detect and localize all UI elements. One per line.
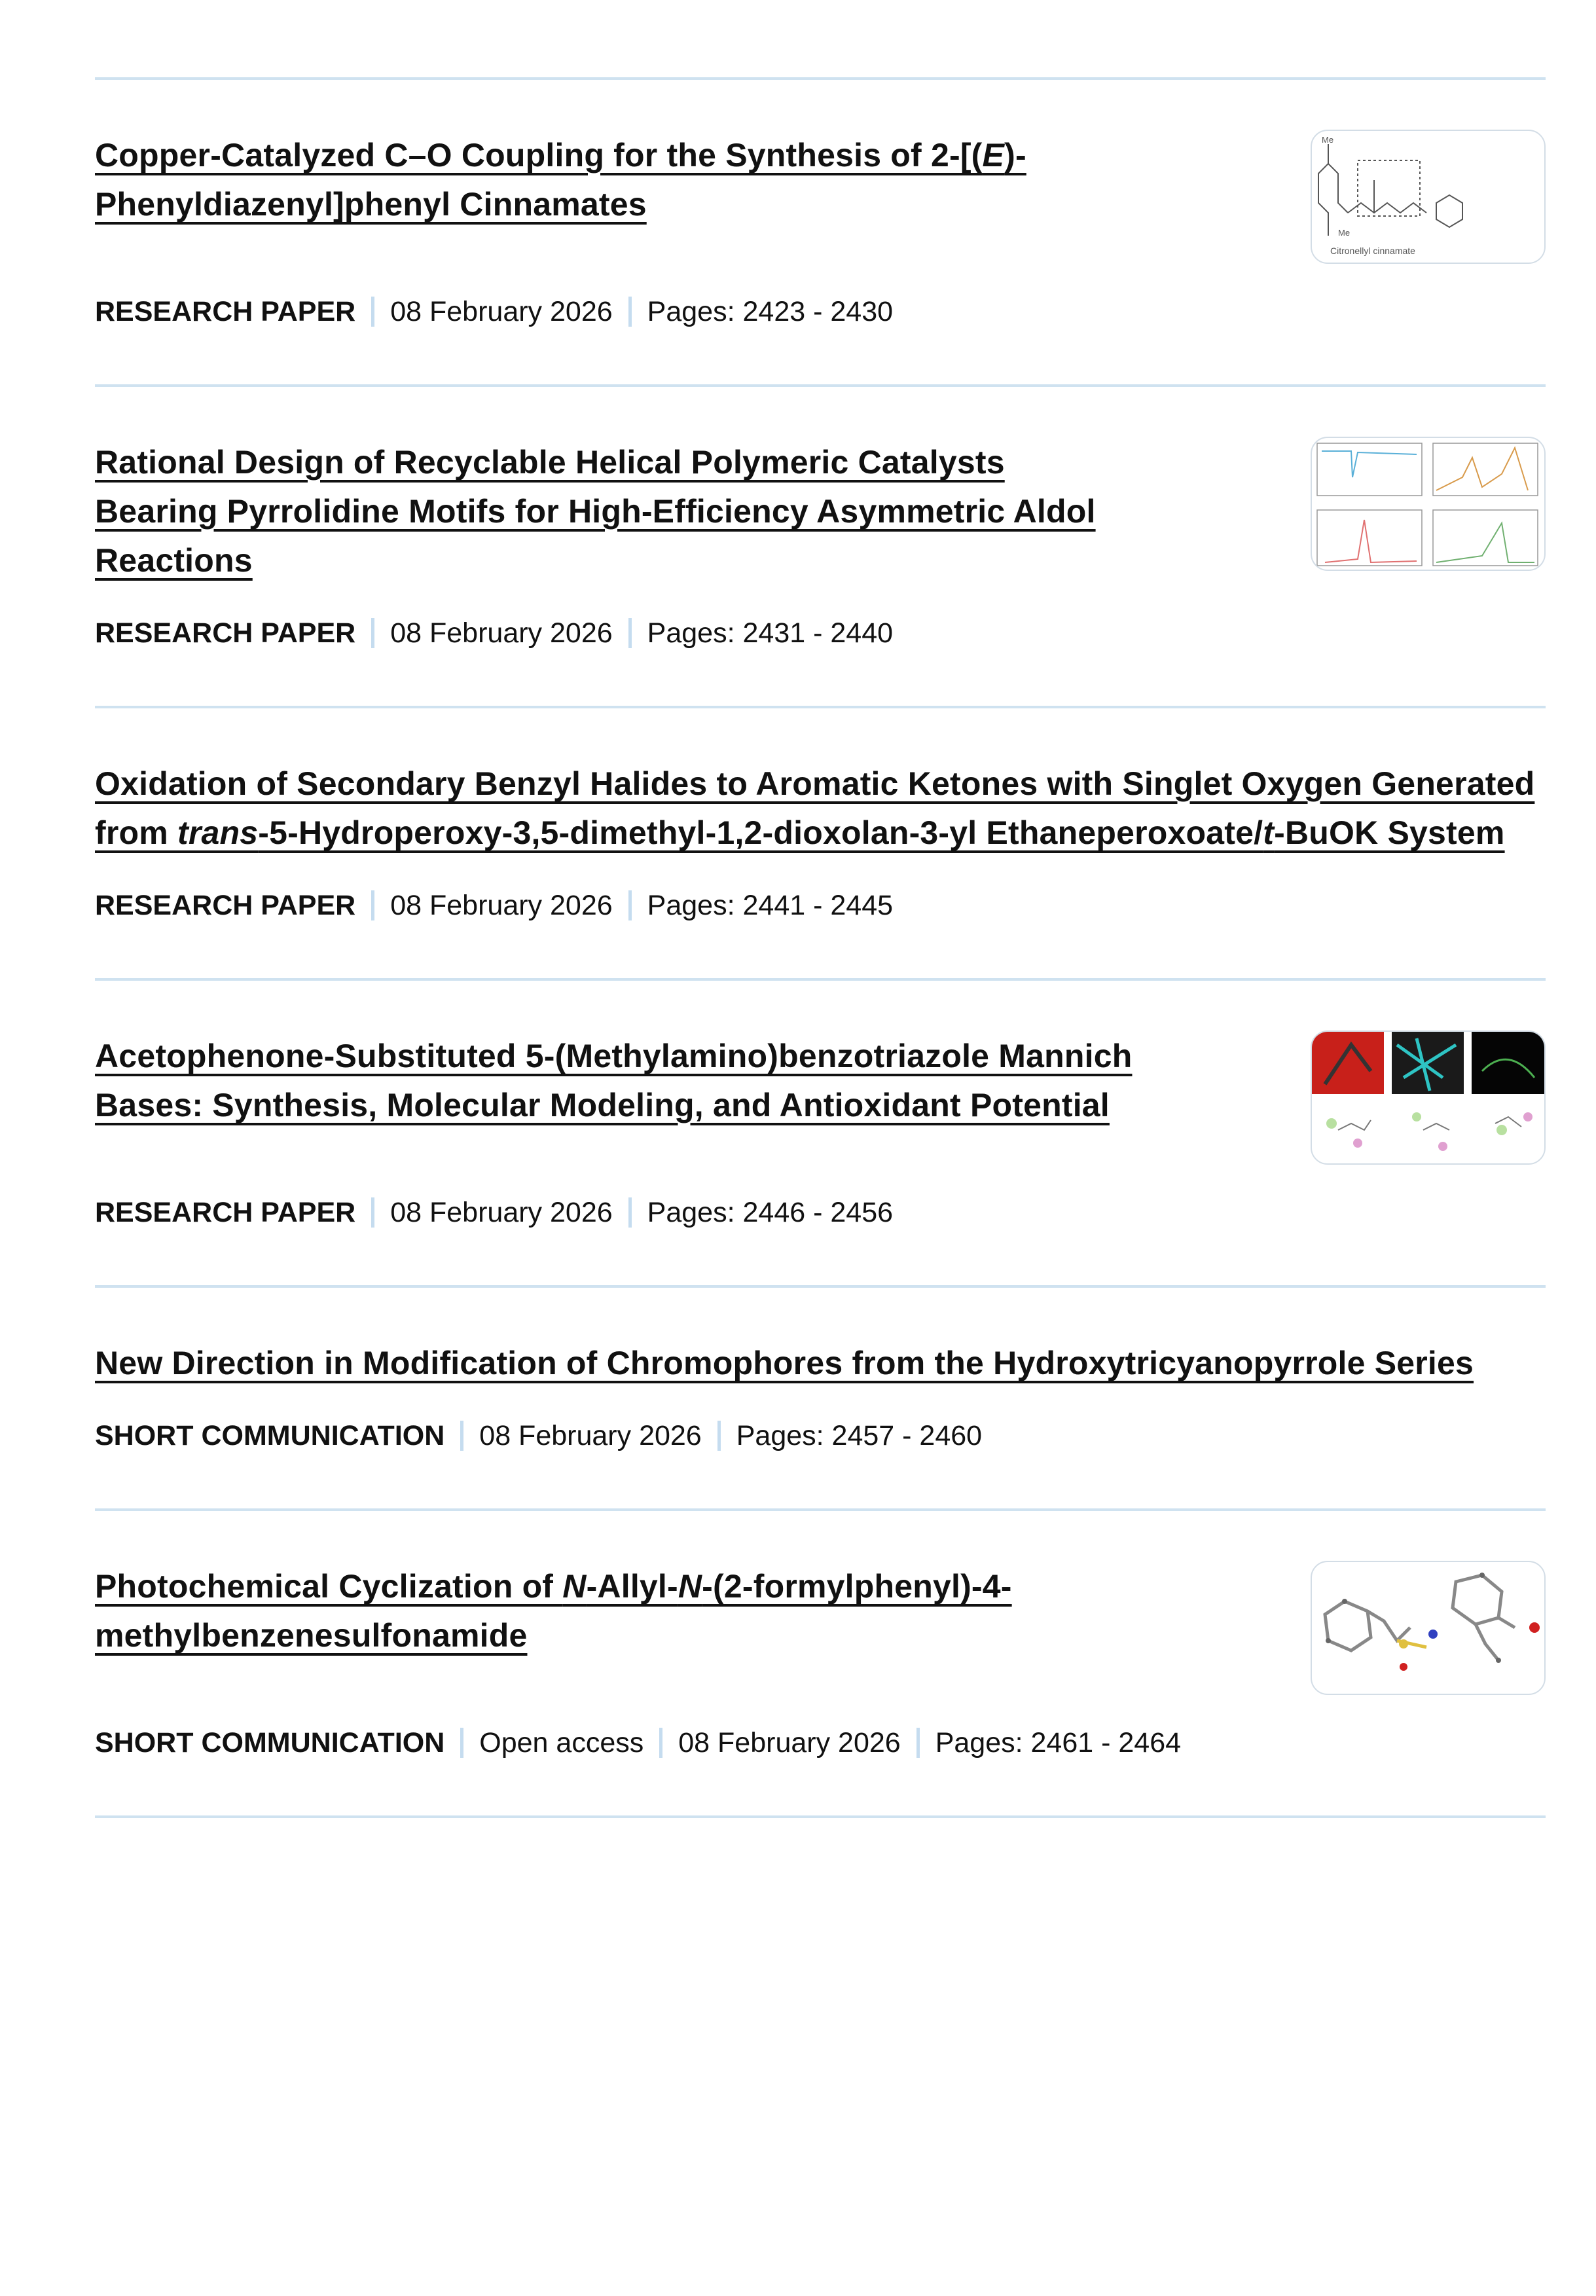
- meta-divider: [628, 890, 632, 920]
- article-date: 08 February 2026: [390, 1197, 613, 1228]
- article-item: [95, 1288, 1546, 1508]
- article-meta: [95, 1726, 1546, 1759]
- meta-divider: [717, 1421, 721, 1451]
- article-pages: Pages: 2457 - 2460: [736, 1420, 983, 1451]
- title-text: Copper-Catalyzed C–O Coupling for the Synthesis of 2-[(: [95, 137, 983, 173]
- label-me: Me: [1322, 135, 1334, 145]
- article-title-link[interactable]: [95, 438, 1136, 585]
- meta-divider: [628, 297, 632, 327]
- title-text: New Direction in Modification of Chromophores from the Hydroxytricyanopyrrole Series: [95, 1345, 1474, 1381]
- article-type: SHORT COMMUNICATION: [95, 1727, 445, 1758]
- article-date: 08 February 2026: [390, 890, 613, 921]
- article-type: RESEARCH PAPER: [95, 617, 356, 649]
- meta-divider: [371, 618, 374, 648]
- article-date: 08 February 2026: [479, 1420, 702, 1451]
- meta-divider: [460, 1728, 463, 1758]
- article-pages: Pages: 2423 - 2430: [647, 296, 894, 327]
- article-type: RESEARCH PAPER: [95, 296, 356, 327]
- article-pages: Pages: 2461 - 2464: [935, 1727, 1182, 1758]
- article-pages: Pages: 2431 - 2440: [647, 617, 894, 649]
- article-meta: [95, 1196, 1546, 1229]
- article-item: [95, 708, 1546, 978]
- article-title-link[interactable]: [95, 759, 1546, 858]
- title-text-italic: trans: [177, 814, 259, 851]
- title-text: -(2-formylphenyl)-4-methylbenzenesulfonamide: [95, 1568, 1012, 1654]
- article-item: [95, 981, 1546, 1285]
- title-text: Oxidation of Secondary Benzyl Halides to Aromatic Ketones with Singlet Oxygen Generated from: [95, 765, 1535, 851]
- article-thumbnail[interactable]: [1311, 437, 1546, 571]
- title-text-italic: N: [678, 1568, 702, 1605]
- article-type: RESEARCH PAPER: [95, 1197, 356, 1228]
- meta-divider: [659, 1728, 662, 1758]
- article-item: [95, 80, 1546, 384]
- article-meta: [95, 1419, 1546, 1452]
- article-thumbnail[interactable]: [1311, 1030, 1546, 1165]
- title-text-italic: t: [1263, 814, 1275, 851]
- article-item: [95, 1511, 1546, 1815]
- meta-divider: [628, 1197, 632, 1228]
- article-date: 08 February 2026: [390, 617, 613, 649]
- article-meta: [95, 617, 1546, 649]
- article-pages: Pages: 2441 - 2445: [647, 890, 894, 921]
- article-title-link[interactable]: [95, 1562, 1136, 1660]
- meta-divider: [371, 890, 374, 920]
- title-text-italic: N: [562, 1568, 587, 1605]
- spectra-charts-image: [1312, 438, 1544, 570]
- article-type: SHORT COMMUNICATION: [95, 1420, 445, 1451]
- open-access-label: Open access: [479, 1727, 644, 1758]
- title-text: Acetophenone-Substituted 5-(Methylamino)benzotriazole Mannich Bases: Synthesis, Molecular Modeling, and Antioxidant Potential: [95, 1038, 1133, 1123]
- label-me: Me: [1338, 228, 1351, 238]
- article-type: RESEARCH PAPER: [95, 890, 356, 921]
- article-pages: Pages: 2446 - 2456: [647, 1197, 894, 1228]
- meta-divider: [460, 1421, 463, 1451]
- crystal-structure-image: [1312, 1562, 1544, 1694]
- meta-divider: [371, 1197, 374, 1228]
- article-meta: [95, 889, 1546, 922]
- article-title-link[interactable]: [95, 1339, 1474, 1388]
- title-text: Rational Design of Recyclable Helical Polymeric Catalysts Bearing Pyrrolidine Motifs for High-Efficiency Asymmetric Aldol Reactions: [95, 444, 1096, 579]
- article-item: [95, 387, 1546, 706]
- meta-divider: [371, 297, 374, 327]
- thumbnail-caption: Citronellyl cinnamate: [1330, 246, 1415, 256]
- article-thumbnail[interactable]: [1311, 1561, 1546, 1695]
- molecular-modeling-image: [1312, 1032, 1544, 1163]
- title-text: Photochemical Cyclization of: [95, 1568, 563, 1605]
- article-date: 08 February 2026: [678, 1727, 901, 1758]
- article-list: [95, 77, 1546, 1818]
- title-text-italic: E: [982, 137, 1005, 173]
- article-meta: [95, 295, 1546, 328]
- title-text: )-Phenyldiazenyl]phenyl Cinnamates: [95, 137, 1026, 223]
- article-date: 08 February 2026: [390, 296, 613, 327]
- meta-divider: [916, 1728, 920, 1758]
- title-text: -BuOK System: [1274, 814, 1505, 851]
- divider: [95, 1815, 1546, 1818]
- meta-divider: [628, 618, 632, 648]
- title-text: -5-Hydroperoxy-3,5-dimethyl-1,2-dioxolan-3-yl Ethaneperoxoate/: [258, 814, 1263, 851]
- structure-diagram-image: [1312, 131, 1544, 263]
- article-title-link[interactable]: [95, 131, 1136, 229]
- article-thumbnail[interactable]: [1311, 130, 1546, 264]
- article-title-link[interactable]: [95, 1032, 1136, 1130]
- title-text: -Allyl-: [586, 1568, 678, 1605]
